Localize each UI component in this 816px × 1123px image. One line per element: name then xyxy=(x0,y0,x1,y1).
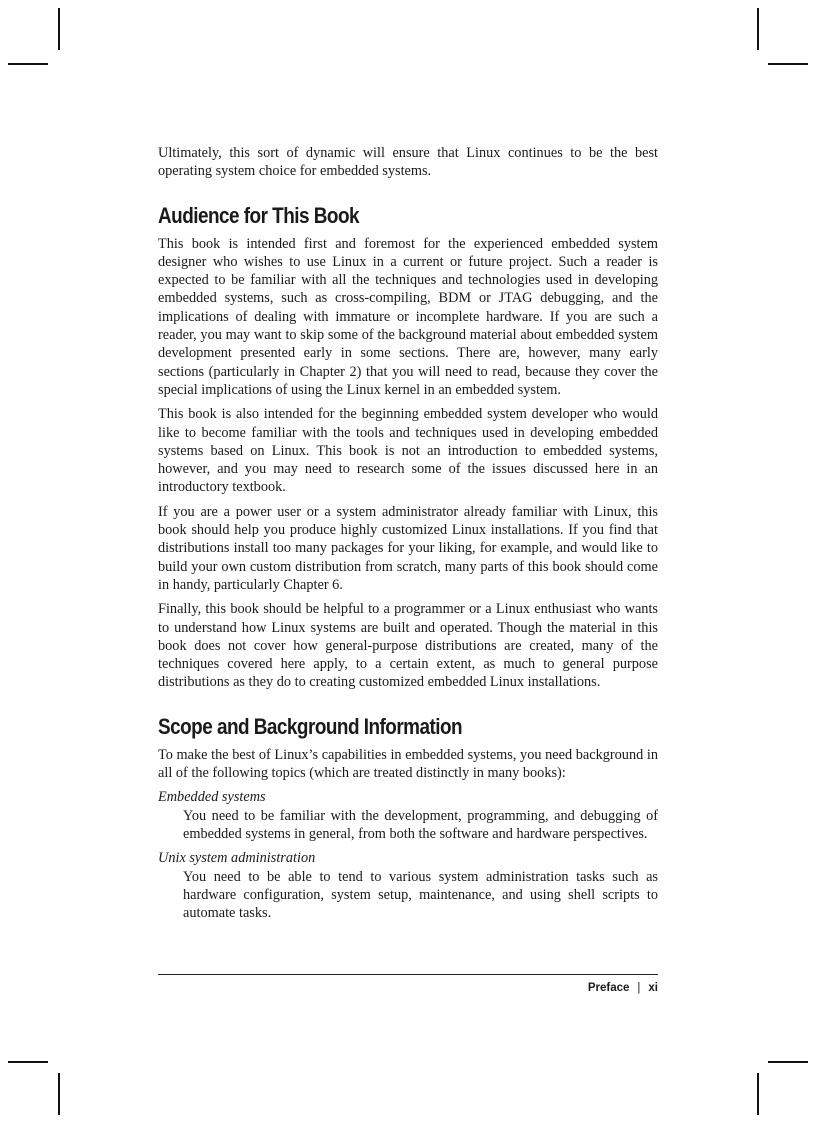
crop-mark xyxy=(757,8,759,50)
intro-paragraph: Ultimately, this sort of dynamic will ensure that Linux continues to be the best operating system choice for embedded systems. xyxy=(158,145,658,180)
body-paragraph: To make the best of Linux’s capabilities in embedded systems, you need background in all of the following topics (which are treated distinctly in many books): xyxy=(158,746,658,782)
footer-separator: | xyxy=(637,982,641,994)
footer-rule xyxy=(158,974,658,975)
page-number: xi xyxy=(648,982,658,994)
body-paragraph: This book is also intended for the beginning embedded system developer who would like to become familiar with the tools and techniques used in developing embedded systems based on Linux. This book is not an introduction to embedded systems, however, and you may need to research some of the issues discussed here in an introductory textbook. xyxy=(158,406,658,496)
body-paragraph: If you are a power user or a system administrator already familiar with Linux, this book should help you produce highly customized Linux installations. If you find that distributions install too many packages for your liking, for example, and would like to build your own custom distribution from scratch, many parts of this book should come in handy, particularly Chapter 6. xyxy=(158,503,658,593)
crop-mark xyxy=(768,1061,808,1063)
topic-term: Embedded systems xyxy=(158,789,266,806)
section-heading-scope: Scope and Background Information xyxy=(158,713,463,739)
body-paragraph: Finally, this book should be helpful to a programmer or a Linux enthusiast who wants to understand how Linux systems are built and operated. Though the material in this book does not cover how general-purpose distributions are created, many of the techniques covered here apply, to a certain extent, as much to general purpose distributions as they do to creating customized embedded Linux installations. xyxy=(158,601,658,691)
footer-section: Preface xyxy=(587,982,630,994)
crop-mark xyxy=(768,63,808,65)
crop-mark xyxy=(757,1073,759,1115)
page-footer xyxy=(158,982,658,994)
body-paragraph: This book is intended first and foremost for the experienced embedded system designer who wishes to use Linux in a current or future project. Such a reader is expected to be familiar with all the techniques and technologies used in developing embedded systems, such as cross-compiling, BDM or JTAG debugging, and the implications of dealing with immature or incomplete hardware. If you are such a reader, you may want to skip some of the background material about embedded system development presented early in some sections. There are, however, many early sections (particularly in Chapter 2) that you will need to read, because they cover the special implications of using the Linux kernel in an embedded system. xyxy=(158,235,658,398)
crop-mark xyxy=(8,1061,48,1063)
topic-list xyxy=(158,788,658,922)
topic-term: Unix system administration xyxy=(158,850,316,867)
crop-mark xyxy=(58,1073,60,1115)
crop-mark xyxy=(58,8,60,50)
topic-description: You need to be familiar with the development, programming, and debugging of embedded systems in general, from both the software and hardware perspectives. xyxy=(183,807,658,842)
page-body xyxy=(158,144,658,922)
topic-description: You need to be able to tend to various system administration tasks such as hardware configuration, system setup, maintenance, and using shell scripts to automate tasks. xyxy=(183,868,658,922)
section-heading-audience: Audience for This Book xyxy=(158,202,359,228)
crop-mark xyxy=(8,63,48,65)
